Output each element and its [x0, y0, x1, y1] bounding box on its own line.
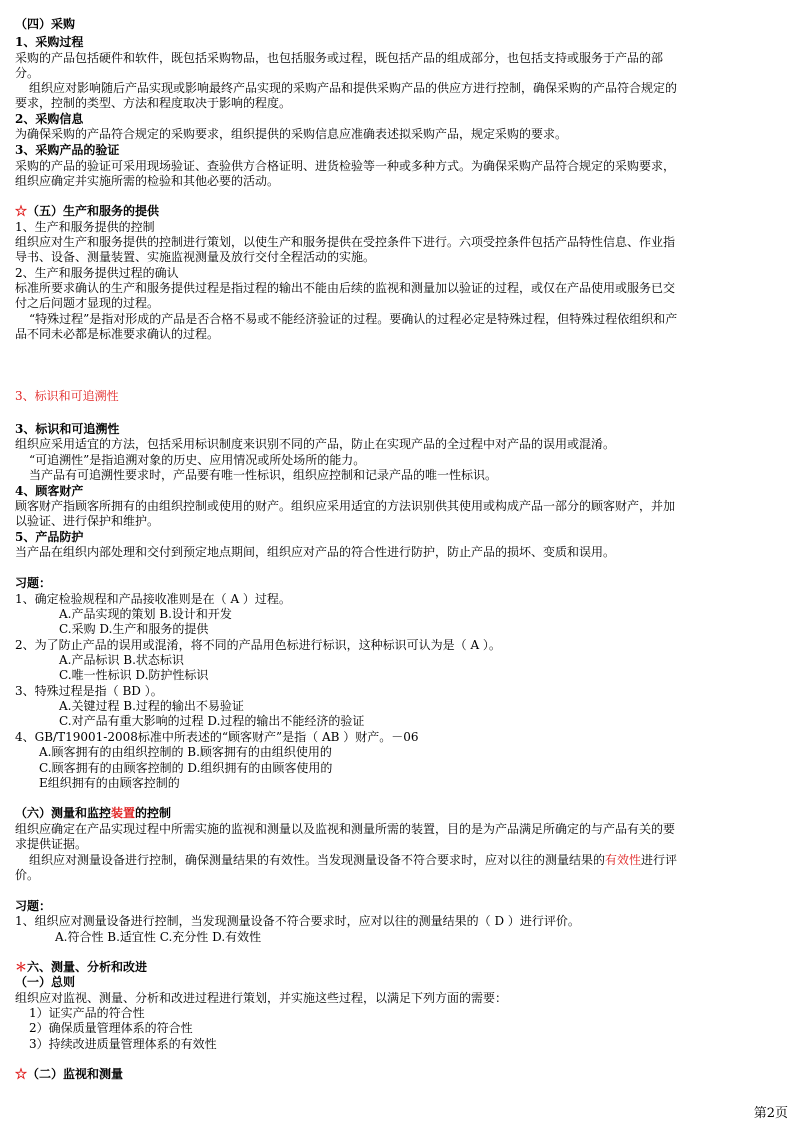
paragraph-line: 分。	[15, 66, 40, 80]
chapter-title-text: 六、测量、分析和改进	[27, 960, 148, 974]
list-item: 2）确保质量管理体系的符合性	[29, 1021, 193, 1035]
question-option: A.产品标识 B.状态标识	[59, 653, 184, 667]
question: 2、为了防止产品的误用或混淆，将不同的产品用色标进行标识，这种标识可认为是（ A ）。	[15, 638, 501, 652]
exercise-title: 习题：	[15, 576, 52, 590]
heading: 4、顾客财产	[15, 484, 84, 498]
highlight-text: 有效性	[605, 853, 642, 867]
question-option: C.对产品有重大影响的过程 D.过程的输出不能经济的验证	[59, 714, 365, 728]
star-icon: ＊	[15, 960, 28, 974]
chapter-title	[15, 960, 785, 975]
paragraph-line: 组织应对监视、测量、分析和改进过程进行策划，并实施这些过程，以满足下列方面的需要：	[15, 991, 508, 1005]
paragraph-line: “特殊过程”是指对形成的产品是否合格不易或不能经济验证的过程。要确认的过程必定是特殊过程，但特殊过程依组织和产	[29, 312, 678, 326]
question-option: C.采购 D.生产和服务的提供	[59, 622, 209, 636]
paragraph-line: 顾客财产指顾客所拥有的由组织控制或使用的财产。组织应采用适宜的方法识别供其使用或构成产品一部分的顾客财产，并加	[15, 499, 676, 513]
text-span: 组织应对测量设备进行控制，确保测量结果的有效性。当发现测量设备不符合要求时，应对以往的测量结果的	[29, 853, 606, 867]
section-title	[15, 204, 785, 219]
paragraph-line: 组织应采用适宜的方法，包括采用标识制度来识别不同的产品，防止在实现产品的全过程中对产品的误用或混淆。	[15, 437, 616, 451]
paragraph-line: 组织应确定在产品实现过程中所需实施的监视和测量以及监视和测量所需的装置，目的是为产品满足所确定的与产品有关的要	[15, 822, 676, 836]
exercise-title: 习题：	[15, 899, 52, 913]
section-title	[15, 806, 785, 821]
paragraph-line: 组织应对影响随后产品实现或影响最终产品实现的采购产品和提供采购产品的供应方进行控制，确保采购的产品符合规定的	[29, 81, 678, 95]
subsection-title	[15, 1067, 785, 1082]
paragraph-line: “可追溯性”是指追溯对象的历史、应用情况或所处场所的能力。	[29, 453, 366, 467]
paragraph-line: 要求，控制的类型、方法和程度取决于影响的程度。	[15, 96, 292, 110]
paragraph-line: 品不同未必都是标准要求确认的过程。	[15, 327, 220, 341]
heading: 5、产品防护	[15, 530, 84, 544]
highlight-text: 装置	[111, 806, 136, 820]
star-icon: ☆	[15, 204, 28, 218]
paragraph-line	[15, 853, 794, 868]
paragraph-line: 价。	[15, 868, 40, 882]
star-icon: ☆	[15, 1067, 28, 1081]
section-title-text: （五）生产和服务的提供	[27, 204, 160, 218]
heading: 3、采购产品的验证	[15, 143, 120, 157]
red-heading: 3、标识和可追溯性	[15, 389, 119, 403]
paragraph-line: 导书、设备、测量装置、实施监视测量及放行交付全程活动的实施。	[15, 250, 376, 264]
paragraph-line: 以验证、进行保护和维护。	[15, 514, 160, 528]
paragraph-line: 当产品有可追溯性要求时，产品要有唯一性标识，组织应控制和记录产品的唯一性标识。	[29, 468, 498, 482]
heading: 2、采购信息	[15, 112, 84, 126]
paragraph-line: 采购的产品的验证可采用现场验证、查验供方合格证明、进货检验等一种或多种方式。为确保采购产品符合规定的采购要求，	[15, 159, 676, 173]
subsection-title-text: （二）监视和测量	[27, 1067, 124, 1081]
list-item: 1）证实产品的符合性	[29, 1006, 145, 1020]
question: 4、GB/T19001-2008标准中所表述的“顾客财产”是指（ AB ）财产。－06	[15, 730, 419, 744]
question-option: A.顾客拥有的由组织控制的 B.顾客拥有的由组织使用的	[39, 745, 332, 759]
heading: 2、生产和服务提供过程的确认	[15, 266, 179, 280]
text-span: 进行评	[641, 853, 678, 867]
list-item: 3）持续改进质量管理体系的有效性	[29, 1037, 217, 1051]
section-title-text: （六）测量和监控	[15, 806, 112, 820]
question-option: A.关键过程 B.过程的输出不易验证	[59, 699, 244, 713]
paragraph-line: 组织应确定并实施所需的检验和其他必要的活动。	[15, 174, 280, 188]
paragraph-line: 组织应对生产和服务提供的控制进行策划，以使生产和服务提供在受控条件下进行。六项受控条件包括产品特性信息、作业指	[15, 235, 676, 249]
paragraph-line: 采购的产品包括硬件和软件，既包括采购物品，也包括服务或过程，既包括产品的组成部分，也包括支持或服务于产品的部	[15, 51, 664, 65]
paragraph-line: 求提供证据。	[15, 837, 88, 851]
question-option: C.唯一性标识 D.防护性标识	[59, 668, 209, 682]
page-number: 第2页	[753, 1106, 788, 1121]
question-option: C.顾客拥有的由顾客控制的 D.组织拥有的由顾客使用的	[39, 761, 333, 775]
question: 1、确定检验规程和产品接收准则是在（ A ）过程。	[15, 592, 291, 606]
paragraph-line: 付之后问题才显现的过程。	[15, 296, 160, 310]
section-title-text: 的控制	[135, 806, 172, 820]
heading: 1、采购过程	[15, 35, 84, 49]
question-option: A.符合性 B.适宜性 C.充分性 D.有效性	[55, 930, 262, 944]
question-option: A.产品实现的策划 B.设计和开发	[59, 607, 232, 621]
question: 3、特殊过程是指（ BD ）。	[15, 684, 163, 698]
paragraph-line: 标准所要求确认的生产和服务提供过程是指过程的输出不能由后续的监视和测量加以验证的过程，或仅在产品使用或服务已交	[15, 281, 676, 295]
heading: 1、生产和服务提供的控制	[15, 220, 155, 234]
subsection-title: （一）总则	[15, 975, 76, 989]
question: 1、组织应对测量设备进行控制，当发现测量设备不符合要求时，应对以往的测量结果的（ D ）进行评价。	[15, 914, 580, 928]
question-option: E组织拥有的由顾客控制的	[39, 776, 180, 790]
paragraph-line: 当产品在组织内部处理和交付到预定地点期间，组织应对产品的符合性进行防护，防止产品的损坏、变质和误用。	[15, 545, 616, 559]
heading: 3、标识和可追溯性	[15, 422, 120, 436]
section-title: （四）采购	[15, 17, 76, 31]
paragraph-line: 为确保采购的产品符合规定的采购要求，组织提供的采购信息应准确表述拟采购产品，规定采购的要求。	[15, 127, 568, 141]
